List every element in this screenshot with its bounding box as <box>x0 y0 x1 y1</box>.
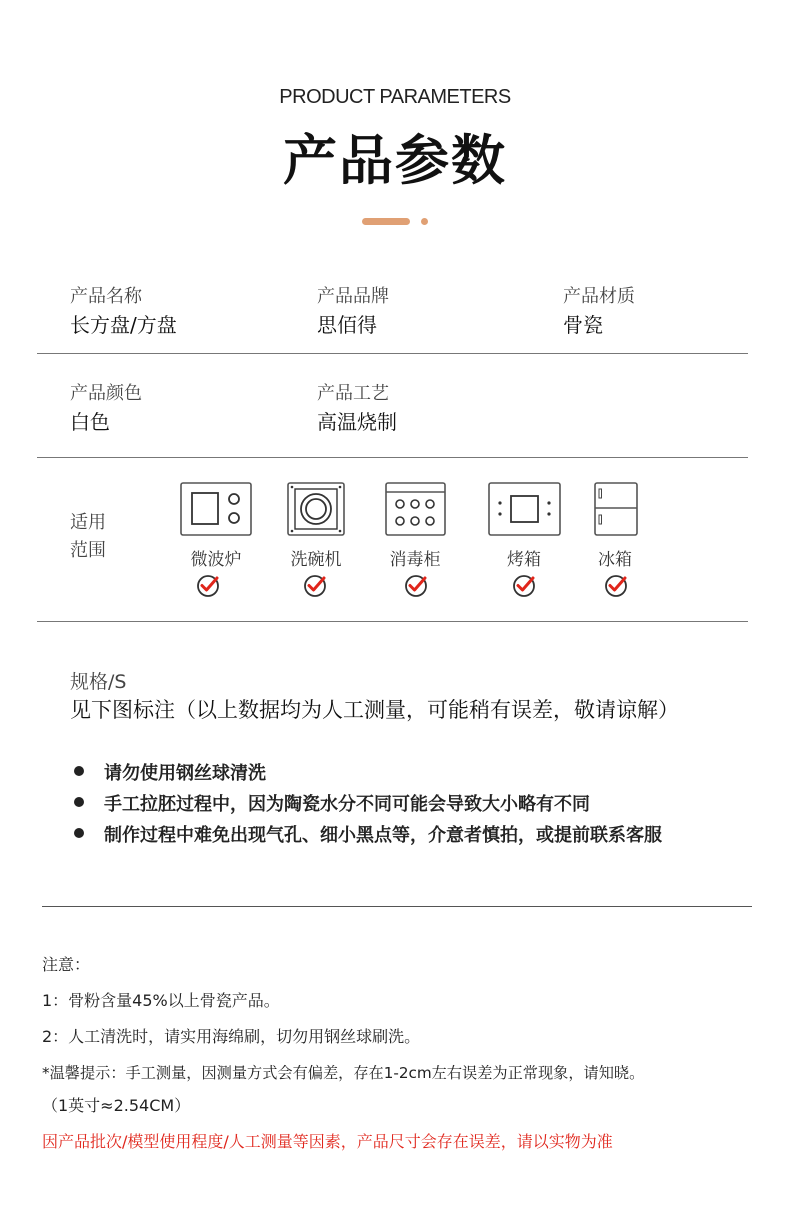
microwave-icon <box>180 482 252 536</box>
bullet-text: 手工拉胚过程中，因为陶瓷水分不同可能会导致大小略有不同 <box>104 794 590 815</box>
divider <box>37 621 748 622</box>
dishwasher-icon <box>287 482 345 536</box>
param-brand-value: 思佰得 <box>317 313 377 337</box>
param-craft-value: 高温烧制 <box>317 410 397 434</box>
bullet-text: 制作过程中难免出现气孔、细小黑点等，介意者慎拍，或提前联系客服 <box>104 825 662 846</box>
check-icon <box>404 574 428 598</box>
note-line: *温馨提示：手工测量，因测量方式会有偏差，存在1-2cm左右误差为正常现象，请知晓。 <box>42 1064 645 1082</box>
param-material-label: 产品材质 <box>563 286 635 307</box>
param-color-value: 白色 <box>70 410 110 434</box>
header-title-cn: 产品参数 <box>283 128 507 192</box>
accent-dot <box>421 218 428 225</box>
check-icon <box>303 574 327 598</box>
accent-bar <box>362 218 410 225</box>
check-icon <box>512 574 536 598</box>
note-line: （1英寸≈2.54CM） <box>42 1096 191 1115</box>
warning-note: 因产品批次/模型使用程度/人工测量等因素，产品尺寸会存在误差，请以实物为准 <box>42 1132 613 1151</box>
spec-value: 见下图标注（以上数据均为人工测量，可能稍有误差，敬请谅解） <box>70 698 679 722</box>
oven-label: 烤箱 <box>507 550 541 570</box>
refrigerator-icon <box>594 482 638 536</box>
param-brand-label: 产品品牌 <box>317 286 389 307</box>
bullet-dot <box>74 797 84 807</box>
applicable-label-line2: 范围 <box>70 540 106 561</box>
dishwasher-label: 洗碗机 <box>290 550 342 570</box>
bullet-dot <box>74 828 84 838</box>
param-color-label: 产品颜色 <box>70 383 142 404</box>
divider <box>42 906 752 907</box>
divider <box>37 457 748 458</box>
param-craft-label: 产品工艺 <box>317 383 389 404</box>
notes-heading: 注意： <box>42 955 91 974</box>
param-name-value: 长方盘/方盘 <box>70 313 177 337</box>
check-icon <box>196 574 220 598</box>
microwave-label: 微波炉 <box>190 550 242 570</box>
sterilizer-cabinet-icon <box>385 482 446 536</box>
check-icon <box>604 574 628 598</box>
param-material-value: 骨瓷 <box>563 313 603 337</box>
refrigerator-label: 冰箱 <box>598 550 632 570</box>
applicable-label-line1: 适用 <box>70 512 106 533</box>
note-line: 2：人工清洗时，请实用海绵刷，切勿用钢丝球刷洗。 <box>42 1027 421 1046</box>
divider <box>37 353 748 354</box>
header-title-en: PRODUCT PARAMETERS <box>279 86 511 108</box>
oven-icon <box>488 482 561 536</box>
note-line: 1：骨粉含量45%以上骨瓷产品。 <box>42 991 280 1010</box>
bullet-text: 请勿使用钢丝球清洗 <box>104 763 266 784</box>
bullet-dot <box>74 766 84 776</box>
param-name-label: 产品名称 <box>70 286 142 307</box>
sterilizer-cabinet-label: 消毒柜 <box>389 550 441 570</box>
spec-label: 规格/S <box>70 671 127 693</box>
